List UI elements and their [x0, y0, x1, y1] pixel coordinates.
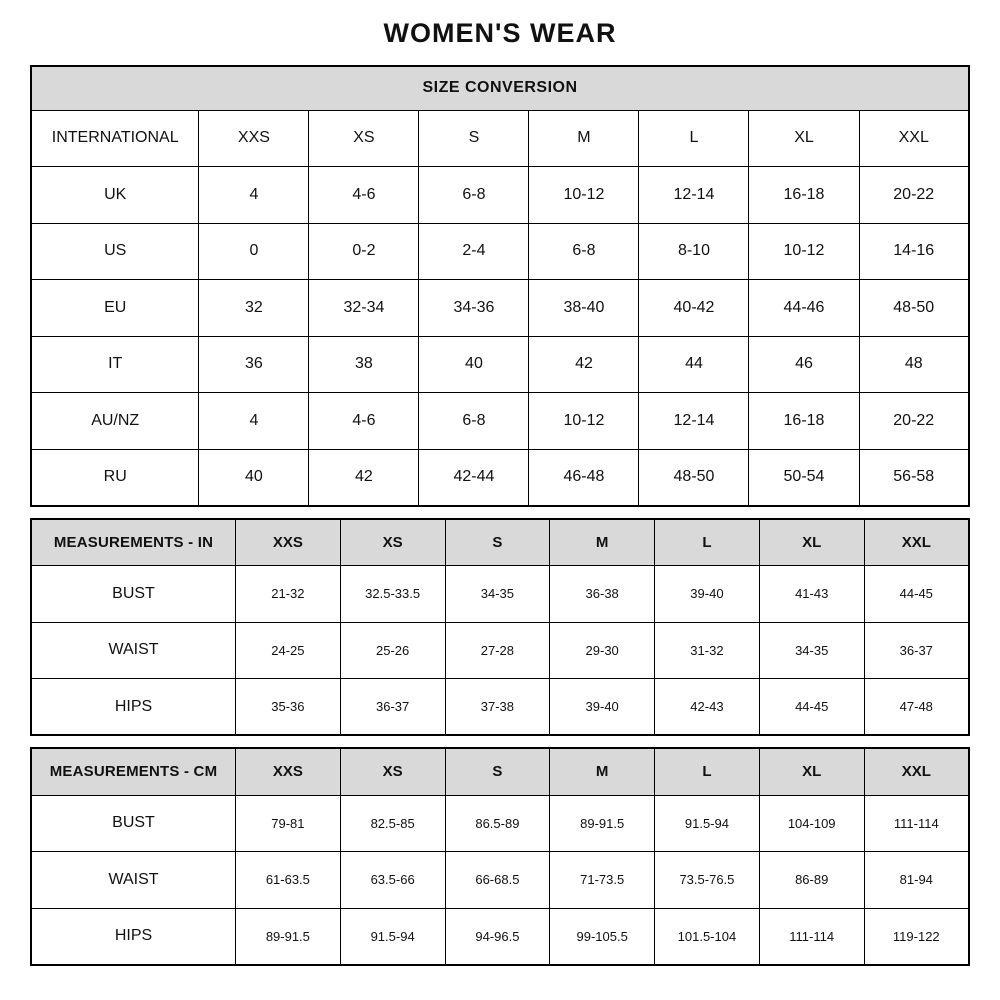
size-conversion-row: [31, 393, 969, 450]
size-value-cell: XXL: [859, 110, 969, 167]
row-label: BUST: [31, 566, 235, 623]
size-conversion-row: [31, 449, 969, 506]
size-conversion-header: [31, 66, 969, 110]
size-value-cell: L: [639, 110, 749, 167]
size-column-header: XXL: [864, 748, 969, 795]
size-value-cell: 36-38: [550, 566, 655, 623]
size-value-cell: 36: [199, 336, 309, 393]
size-value-cell: 32.5-33.5: [340, 566, 445, 623]
size-value-cell: 20-22: [859, 393, 969, 450]
size-value-cell: 44-46: [749, 280, 859, 337]
size-value-cell: 4: [199, 167, 309, 224]
size-value-cell: 34-35: [759, 622, 864, 679]
size-column-header: M: [550, 748, 655, 795]
size-value-cell: 20-22: [859, 167, 969, 224]
size-value-cell: 89-91.5: [550, 795, 655, 852]
size-value-cell: 4-6: [309, 393, 419, 450]
row-label: HIPS: [31, 908, 235, 965]
size-value-cell: 91.5-94: [655, 795, 760, 852]
measurements-in-row: [31, 622, 969, 679]
size-value-cell: 44-45: [759, 679, 864, 736]
measurements-cm-table: [30, 747, 970, 966]
size-value-cell: 0-2: [309, 223, 419, 280]
size-value-cell: 25-26: [340, 622, 445, 679]
size-value-cell: 16-18: [749, 393, 859, 450]
row-label: IT: [31, 336, 199, 393]
size-value-cell: 44: [639, 336, 749, 393]
size-value-cell: 104-109: [759, 795, 864, 852]
size-value-cell: 39-40: [550, 679, 655, 736]
row-label: WAIST: [31, 852, 235, 909]
size-conversion-row: [31, 223, 969, 280]
row-label: BUST: [31, 795, 235, 852]
size-value-cell: 42-43: [655, 679, 760, 736]
size-value-cell: 14-16: [859, 223, 969, 280]
size-value-cell: 4: [199, 393, 309, 450]
row-label: US: [31, 223, 199, 280]
size-value-cell: 42-44: [419, 449, 529, 506]
size-value-cell: 44-45: [864, 566, 969, 623]
size-conversion-row: [31, 167, 969, 224]
size-conversion-banner-row: [31, 66, 969, 110]
size-value-cell: 71-73.5: [550, 852, 655, 909]
row-label: RU: [31, 449, 199, 506]
size-value-cell: 10-12: [529, 393, 639, 450]
size-value-cell: 89-91.5: [235, 908, 340, 965]
size-column-header: XS: [340, 519, 445, 566]
measurements-in-row: [31, 679, 969, 736]
size-value-cell: 38-40: [529, 280, 639, 337]
size-value-cell: 56-58: [859, 449, 969, 506]
measurements-cm-body: [31, 795, 969, 965]
measurements-cm-header-row: [31, 748, 969, 795]
size-value-cell: 24-25: [235, 622, 340, 679]
size-value-cell: 48: [859, 336, 969, 393]
size-value-cell: XL: [749, 110, 859, 167]
size-conversion-title: SIZE CONVERSION: [31, 66, 969, 110]
size-column-header: XXL: [864, 519, 969, 566]
size-value-cell: 29-30: [550, 622, 655, 679]
measurements-cm-row: [31, 795, 969, 852]
size-value-cell: 6-8: [419, 393, 529, 450]
size-column-header: XL: [759, 519, 864, 566]
size-column-header: S: [445, 519, 550, 566]
size-value-cell: 36-37: [340, 679, 445, 736]
size-value-cell: XXS: [199, 110, 309, 167]
size-value-cell: XS: [309, 110, 419, 167]
size-column-header: XL: [759, 748, 864, 795]
size-column-header: XXS: [235, 519, 340, 566]
measurements-cm-row: [31, 908, 969, 965]
size-column-header: XS: [340, 748, 445, 795]
size-value-cell: 50-54: [749, 449, 859, 506]
measurements-in-body: [31, 566, 969, 736]
size-value-cell: 6-8: [529, 223, 639, 280]
size-value-cell: 35-36: [235, 679, 340, 736]
measurements-in-title: MEASUREMENTS - IN: [31, 519, 235, 566]
size-value-cell: 42: [309, 449, 419, 506]
size-value-cell: S: [419, 110, 529, 167]
size-value-cell: 2-4: [419, 223, 529, 280]
size-value-cell: 47-48: [864, 679, 969, 736]
size-value-cell: 82.5-85: [340, 795, 445, 852]
row-label: WAIST: [31, 622, 235, 679]
size-conversion-row: [31, 280, 969, 337]
size-value-cell: 46: [749, 336, 859, 393]
size-value-cell: 32: [199, 280, 309, 337]
size-value-cell: 63.5-66: [340, 852, 445, 909]
size-value-cell: 94-96.5: [445, 908, 550, 965]
size-value-cell: 66-68.5: [445, 852, 550, 909]
size-value-cell: 40: [419, 336, 529, 393]
measurements-in-row: [31, 566, 969, 623]
row-label: INTERNATIONAL: [31, 110, 199, 167]
size-value-cell: 12-14: [639, 167, 749, 224]
size-value-cell: 111-114: [759, 908, 864, 965]
size-value-cell: 41-43: [759, 566, 864, 623]
size-value-cell: 32-34: [309, 280, 419, 337]
size-column-header: L: [655, 748, 760, 795]
size-value-cell: 27-28: [445, 622, 550, 679]
size-value-cell: 0: [199, 223, 309, 280]
size-value-cell: 81-94: [864, 852, 969, 909]
size-conversion-body: [31, 110, 969, 506]
size-column-header: L: [655, 519, 760, 566]
measurements-cm-row: [31, 852, 969, 909]
size-value-cell: 86-89: [759, 852, 864, 909]
size-value-cell: 6-8: [419, 167, 529, 224]
size-value-cell: 79-81: [235, 795, 340, 852]
row-label: EU: [31, 280, 199, 337]
size-value-cell: 34-35: [445, 566, 550, 623]
size-value-cell: 8-10: [639, 223, 749, 280]
size-value-cell: M: [529, 110, 639, 167]
measurements-in-header-row: [31, 519, 969, 566]
size-value-cell: 119-122: [864, 908, 969, 965]
size-value-cell: 101.5-104: [655, 908, 760, 965]
size-value-cell: 10-12: [749, 223, 859, 280]
measurements-cm-title: MEASUREMENTS - CM: [31, 748, 235, 795]
size-value-cell: 40-42: [639, 280, 749, 337]
row-label: HIPS: [31, 679, 235, 736]
size-value-cell: 111-114: [864, 795, 969, 852]
size-value-cell: 91.5-94: [340, 908, 445, 965]
size-value-cell: 21-32: [235, 566, 340, 623]
size-value-cell: 86.5-89: [445, 795, 550, 852]
row-label: UK: [31, 167, 199, 224]
measurements-cm-header: [31, 748, 969, 795]
size-value-cell: 4-6: [309, 167, 419, 224]
size-conversion-row: [31, 336, 969, 393]
size-value-cell: 46-48: [529, 449, 639, 506]
size-value-cell: 37-38: [445, 679, 550, 736]
size-value-cell: 12-14: [639, 393, 749, 450]
page-title: WOMEN'S WEAR: [383, 18, 617, 48]
measurements-in-header: [31, 519, 969, 566]
size-value-cell: 31-32: [655, 622, 760, 679]
size-value-cell: 39-40: [655, 566, 760, 623]
size-value-cell: 10-12: [529, 167, 639, 224]
size-value-cell: 73.5-76.5: [655, 852, 760, 909]
size-column-header: M: [550, 519, 655, 566]
size-value-cell: 48-50: [639, 449, 749, 506]
size-value-cell: 16-18: [749, 167, 859, 224]
size-value-cell: 48-50: [859, 280, 969, 337]
size-value-cell: 40: [199, 449, 309, 506]
size-value-cell: 42: [529, 336, 639, 393]
size-column-header: XXS: [235, 748, 340, 795]
size-value-cell: 38: [309, 336, 419, 393]
size-conversion-row: [31, 110, 969, 167]
size-value-cell: 99-105.5: [550, 908, 655, 965]
row-label: AU/NZ: [31, 393, 199, 450]
size-value-cell: 36-37: [864, 622, 969, 679]
size-value-cell: 34-36: [419, 280, 529, 337]
size-value-cell: 61-63.5: [235, 852, 340, 909]
size-column-header: S: [445, 748, 550, 795]
measurements-in-table: [30, 518, 970, 737]
size-conversion-table: [30, 65, 970, 507]
